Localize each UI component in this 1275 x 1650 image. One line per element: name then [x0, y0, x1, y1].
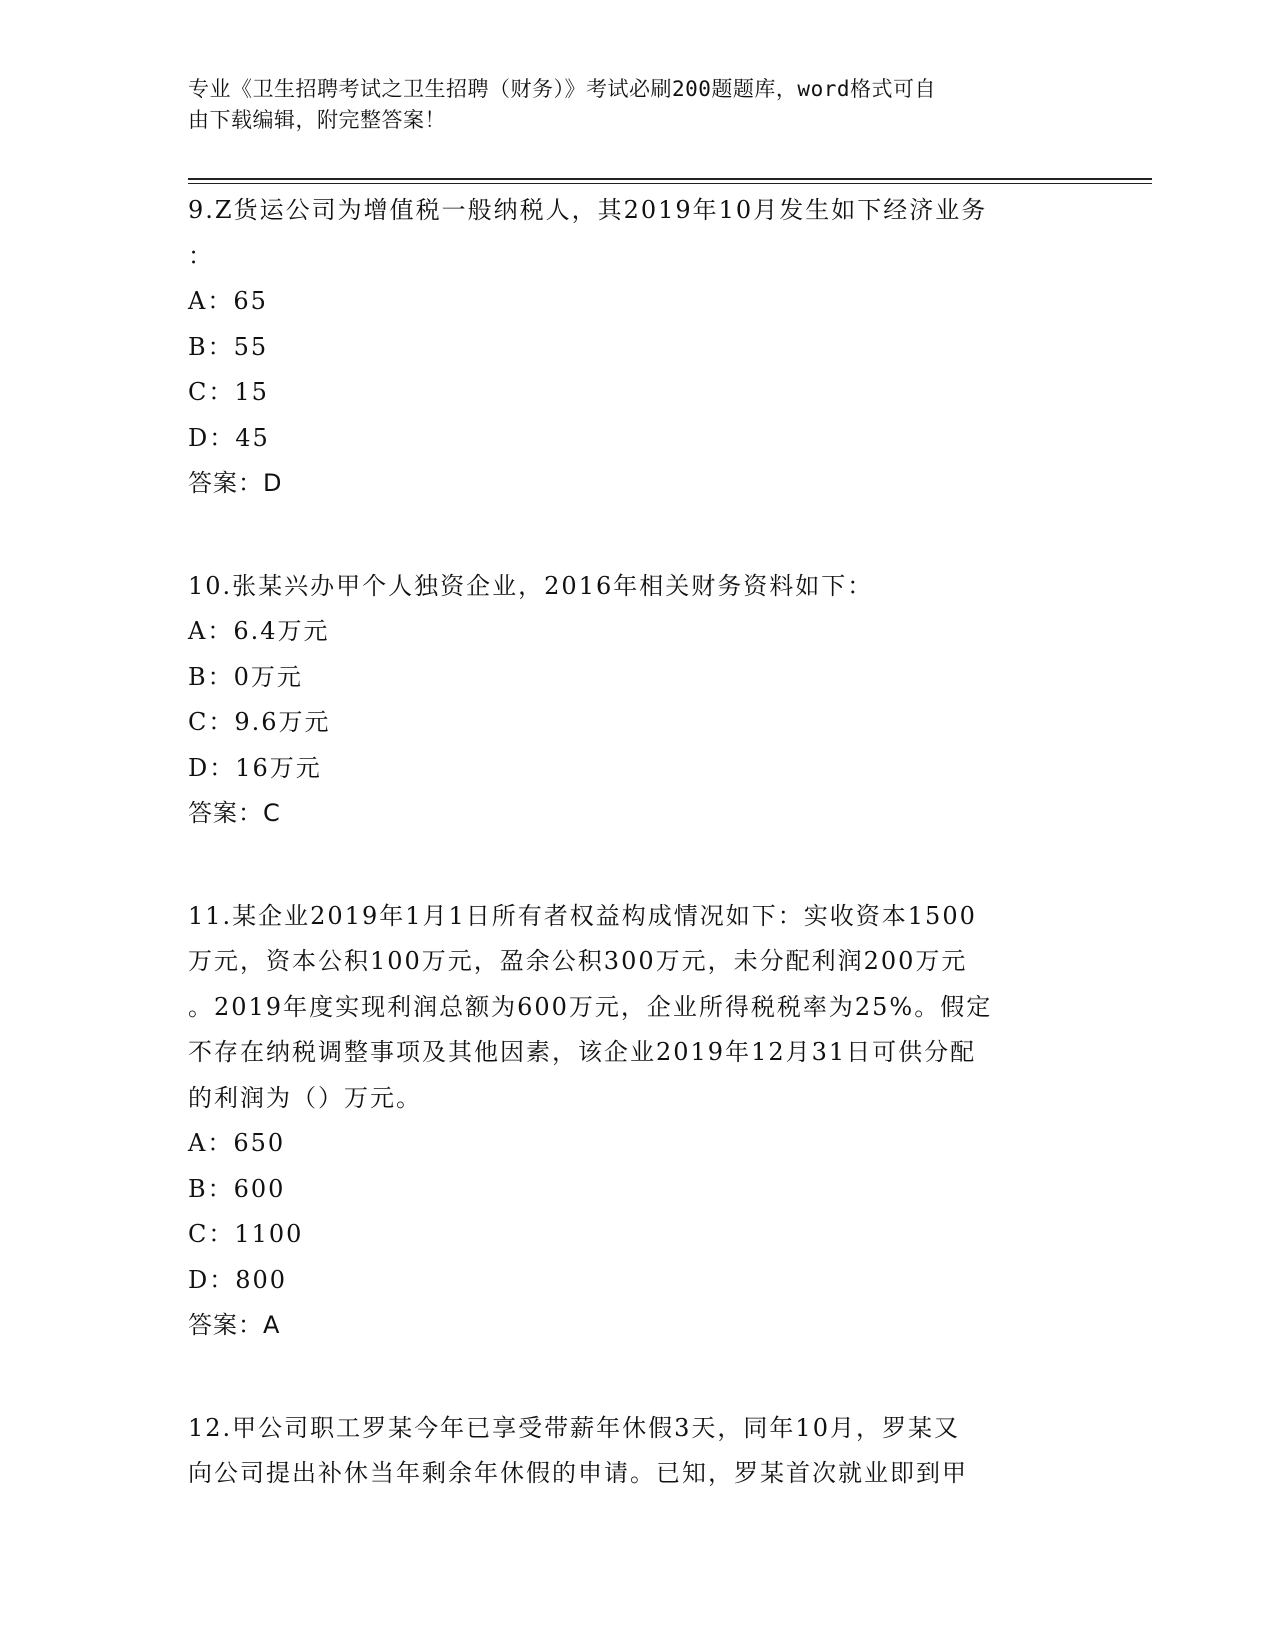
- header-rule-thick: [188, 178, 1152, 180]
- option-a: A：650: [188, 1129, 286, 1157]
- question-stem-line: 万元，资本公积100万元，盈余公积300万元，未分配利润200万元: [188, 947, 968, 975]
- question-stem-line: 的利润为（）万元。: [188, 1083, 422, 1112]
- question-12: [188, 1406, 1088, 1497]
- question-list: [188, 188, 1088, 1554]
- question-stem-line: ：: [188, 241, 214, 270]
- header-line-1: 专业《卫生招聘考试之卫生招聘（财务）》考试必刷200题题库，word格式可自: [188, 77, 936, 101]
- answer-key: 答案：D: [188, 469, 283, 497]
- option-c: C：15: [188, 378, 269, 406]
- question-stem-line: 11.某企业2019年1月1日所有者权益构成情况如下：实收资本1500: [188, 901, 977, 930]
- question-stem-line: 12.甲公司职工罗某今年已享受带薪年休假3天，同年10月，罗某又: [188, 1413, 960, 1442]
- option-d: D：800: [188, 1265, 288, 1294]
- question-stem-line: 。2019年度实现利润总额为600万元，企业所得税税率为25%。假定: [188, 992, 993, 1021]
- header-rule-thin: [188, 183, 1152, 184]
- option-a: A：6.4万元: [188, 617, 330, 645]
- option-b: B：600: [188, 1174, 286, 1203]
- option-c: C：1100: [188, 1220, 304, 1248]
- option-d: D：16万元: [188, 753, 322, 782]
- option-b: B：0万元: [188, 662, 303, 691]
- header-line-2: 由下载编辑，附完整答案！: [188, 108, 446, 132]
- answer-key: 答案：A: [188, 1311, 281, 1339]
- question-9: [188, 188, 1088, 507]
- question-stem-line: 9.Z货运公司为增值税一般纳税人，其2019年10月发生如下经济业务: [188, 196, 988, 224]
- question-stem-line: 向公司提出补休当年剩余年休假的申请。已知，罗某首次就业即到甲: [188, 1459, 968, 1487]
- answer-key: 答案：C: [188, 799, 281, 827]
- question-11: [188, 894, 1088, 1349]
- option-a: A：65: [188, 287, 268, 315]
- document-header: [188, 74, 1068, 136]
- question-stem-line: 不存在纳税调整事项及其他因素，该企业2019年12月31日可供分配: [188, 1038, 977, 1066]
- question-10: [188, 564, 1088, 837]
- option-d: D：45: [188, 423, 270, 452]
- option-b: B：55: [188, 332, 269, 361]
- question-stem-line: 10.张某兴办甲个人独资企业，2016年相关财务资料如下：: [188, 571, 874, 600]
- option-c: C：9.6万元: [188, 708, 331, 736]
